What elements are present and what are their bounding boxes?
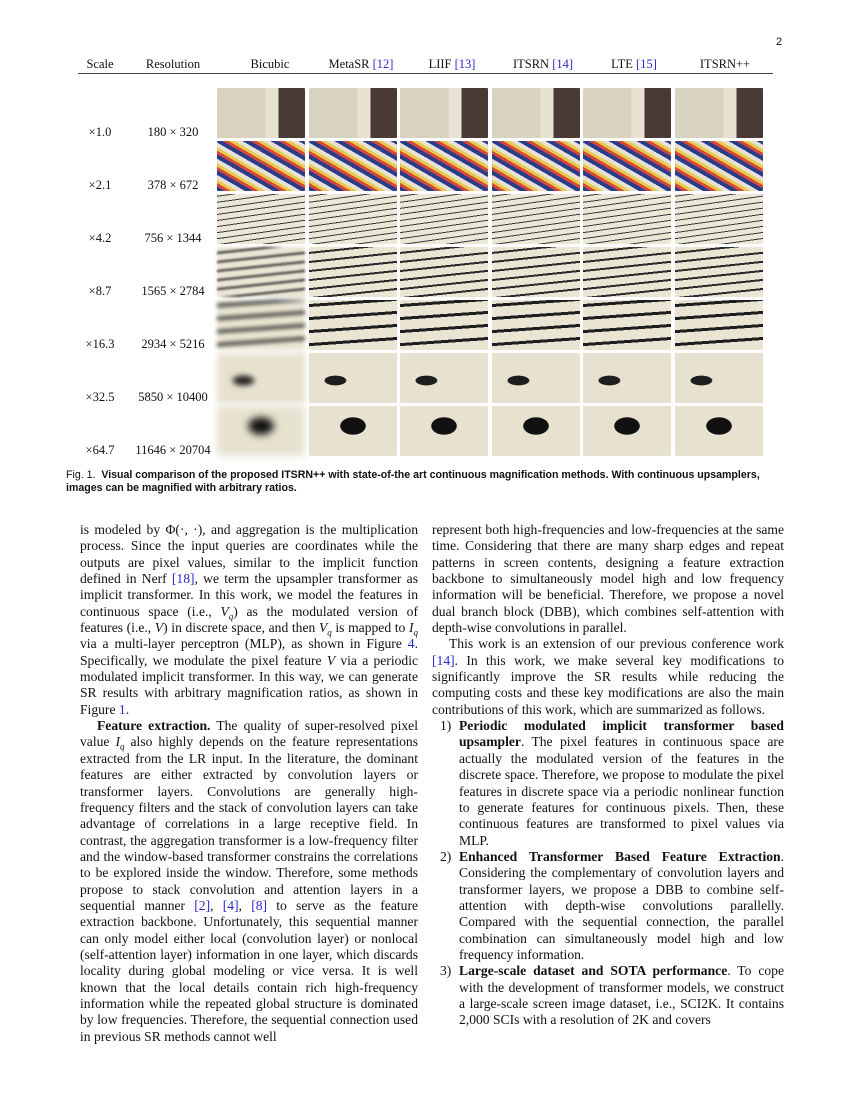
citation-link[interactable]: [14] <box>432 652 455 668</box>
row-scale-label: ×64.7 <box>85 443 115 457</box>
list-item <box>432 849 784 963</box>
result-image-itsrnpp <box>675 353 763 403</box>
citation-link[interactable]: [18] <box>171 571 195 587</box>
list-number: 3) <box>440 963 452 979</box>
result-image-metasr <box>309 300 397 350</box>
result-image-bicubic <box>217 88 305 138</box>
list-item <box>432 718 784 849</box>
result-image-itsrn <box>492 247 580 297</box>
math-sub: q <box>120 742 125 753</box>
result-image-liif <box>400 406 488 456</box>
result-image-lte <box>583 300 671 350</box>
left-column <box>80 522 418 1045</box>
text: This work is an extension of our previous conference work <box>449 636 784 652</box>
result-image-metasr <box>309 247 397 297</box>
math-var: V <box>220 603 229 619</box>
text: to serve as the feature extraction backbone. Unfortunately, this sequential manner can only model either local (convolution layer) or nonlocal (self-attention layer) information in one layer, which discards locality during global modeling or vice versa. It is well known that the local details contain rich high-frequency information while the repeated global structure is dominated by low frequencies. Therefore, the sequential connection used in previous SR methods cannot well <box>80 897 419 1044</box>
result-image-itsrn <box>492 88 580 138</box>
result-image-bicubic <box>217 406 305 456</box>
text: is mapped to <box>331 620 409 636</box>
page-number: 2 <box>776 36 783 48</box>
text: ) in discrete space, and then <box>163 620 319 636</box>
math-var: V <box>154 620 164 636</box>
result-image-lte <box>583 141 671 191</box>
list-item-title: Periodic modulated implicit transformer based upsampler <box>459 718 784 750</box>
math-phi: Φ(·, ·) <box>165 522 203 537</box>
header-rule <box>78 73 773 74</box>
header-bicubic: Bicubic <box>250 57 290 71</box>
header-lte <box>611 57 657 72</box>
row-resolution-label: 756 × 1344 <box>144 231 202 245</box>
result-image-bicubic <box>217 300 305 350</box>
caption-text: Visual comparison of the proposed ITSRN++ with state-of-the art continuous magnification methods. With continuous upsamplers, images can be magnified with arbitrary ratios. <box>66 469 760 494</box>
paragraph <box>80 718 418 1045</box>
citation-link[interactable]: [15] <box>636 57 657 71</box>
paragraph <box>432 636 784 718</box>
result-image-bicubic <box>217 194 305 244</box>
result-image-bicubic <box>217 247 305 297</box>
citation-link[interactable]: [2] <box>194 897 211 913</box>
header-resolution: Resolution <box>145 57 201 71</box>
text: The quality of super-resolved pixel value <box>80 718 418 750</box>
row-resolution-label: 180 × 320 <box>147 125 199 139</box>
text: . <box>125 701 130 717</box>
result-image-itsrn <box>492 194 580 244</box>
result-image-bicubic <box>217 141 305 191</box>
math-sub: q <box>327 627 332 638</box>
result-image-itsrnpp <box>675 406 763 456</box>
list-item-title: Enhanced Transformer Based Feature Extraction <box>459 848 781 864</box>
result-image-itsrnpp <box>675 300 763 350</box>
math-var: V <box>318 620 328 636</box>
result-image-itsrn <box>492 406 580 456</box>
header-itsrn <box>513 57 573 72</box>
result-image-metasr <box>309 406 397 456</box>
header-itsrnpp: ITSRN++ <box>699 57 751 71</box>
row-scale-label: ×16.3 <box>85 337 115 351</box>
text: . Specifically, we modulate the pixel feature <box>80 636 418 668</box>
list-item <box>432 963 784 1028</box>
text: is modeled by <box>80 522 166 537</box>
text: also highly depends on the feature representations extracted from the LR input. In the literature, the dominant features are either extracted by convolution layers or transformer layers. Convolutions are generally high-frequency filters and the stack of convolution layers can take advantage of correlations in a large receptive field. In contrast, the aggregation transformer is a low-frequency filter and the window-based transformer constrains the correlations to be explored inside the window. Therefore, some methods propose to stack convolution and attention layers in a sequential manner <box>80 734 419 913</box>
row-scale-label: ×2.1 <box>88 178 112 192</box>
header-label: LIIF <box>428 57 455 71</box>
list-item-title: Large-scale dataset and SOTA performance <box>459 963 728 979</box>
row-resolution-label: 378 × 672 <box>147 178 199 192</box>
math-sub: q <box>413 627 418 638</box>
result-image-metasr <box>309 141 397 191</box>
row-scale-label: ×4.2 <box>88 231 112 245</box>
figure-caption <box>66 469 786 495</box>
header-label: MetaSR <box>328 57 373 71</box>
citation-link[interactable]: [4] <box>222 897 239 913</box>
row-resolution-label: 1565 × 2784 <box>141 284 205 298</box>
math-var: I <box>115 734 120 750</box>
math-sub: q <box>228 611 234 622</box>
result-image-metasr <box>309 194 397 244</box>
header-label: ITSRN <box>512 57 553 71</box>
result-image-liif <box>400 300 488 350</box>
math-var: V <box>326 652 336 668</box>
text: via a periodic modulated implicit transformer. In this way, we can generate SR results with arbitrary magnification ratios, as shown in Figure <box>80 652 419 717</box>
row-scale-label: ×1.0 <box>88 125 112 139</box>
result-image-itsrnpp <box>675 88 763 138</box>
row-scale-label: ×32.5 <box>85 390 115 404</box>
result-image-metasr <box>309 88 397 138</box>
text: ) as the modulated version of features (i.e., <box>80 603 418 636</box>
header-label: LTE <box>611 57 637 71</box>
result-image-lte <box>583 88 671 138</box>
result-image-lte <box>583 353 671 403</box>
result-image-lte <box>583 247 671 297</box>
citation-link[interactable]: [14] <box>552 57 574 71</box>
result-image-itsrn <box>492 353 580 403</box>
list-item-text: . The pixel features in continuous space are actually the modulated version of the features in the discrete space. Therefore, we propose to modulate the pixel features in discrete space via a periodic nonlinear function to generate features for continuous pixels. Then, these continuous features are transformed to pixel values via MLP. <box>459 734 784 848</box>
result-image-liif <box>400 247 488 297</box>
math-var: I <box>408 620 414 636</box>
result-image-liif <box>400 194 488 244</box>
result-image-itsrnpp <box>675 247 763 297</box>
result-image-liif <box>400 353 488 403</box>
citation-link[interactable]: [13] <box>454 57 476 71</box>
header-metasr <box>329 57 394 72</box>
header-liif <box>429 57 476 72</box>
citation-link[interactable]: [8] <box>251 897 268 913</box>
result-image-lte <box>583 406 671 456</box>
list-number: 2) <box>440 848 452 864</box>
result-image-itsrnpp <box>675 194 763 244</box>
row-scale-label: ×8.7 <box>88 284 112 298</box>
text: . In this work, we make several key modifications to significantly improve the SR results while reducing the computing costs and these key modifications are also the main contributions of this work, which are summarized as follows. <box>432 652 784 717</box>
list-item-text: . Considering the complementary of convolution layers and transformer layers, we propose a DBB to combine self-attention with depth-wise convolutions parallelly. Compared with the sequential connection, the parallel combination can simultaneously model high and low frequency information. <box>459 848 784 962</box>
text: , we term the upsampler transformer as implicit transformer. In this work, we model the features in continuous space (i.e., <box>80 571 419 619</box>
result-image-liif <box>400 141 488 191</box>
result-image-metasr <box>309 353 397 403</box>
paragraph: represent both high-frequencies and low-frequencies at the same time. Considering that there are many sharp edges and repeat patterns in screen contents, designing a feature extraction backbone to simultaneously model high and low frequency information will be beneficial. Therefore, we propose a novel dual branch block (DBB), which combines self-attention with depth-wise convolutions in parallel. <box>432 522 784 636</box>
row-resolution-label: 2934 × 5216 <box>141 337 205 351</box>
paragraph-heading: Feature extraction. <box>97 718 211 734</box>
paragraph <box>80 522 418 718</box>
right-column <box>432 522 784 1029</box>
contributions-list <box>432 718 784 1029</box>
result-image-itsrn <box>492 300 580 350</box>
text: via a multi-layer perceptron (MLP), as shown in Figure <box>80 636 408 652</box>
result-image-bicubic <box>217 353 305 403</box>
caption-label: Fig. 1. <box>66 469 96 481</box>
result-image-itsrnpp <box>675 141 763 191</box>
row-resolution-label: 5850 × 10400 <box>138 390 208 404</box>
text: , <box>210 897 223 913</box>
list-number: 1) <box>440 718 452 734</box>
list-item-text: . To cope with the development of transformer models, we construct a large-scale screen image dataset, i.e., SCI2K. It contains 2,000 SCIs with a resolution of 2K and covers <box>459 963 785 1028</box>
text: , and aggregation is the multiplication process. Since the input queries are coordinates while the outputs are pixel values, similar to the implicit function defined in Nerf <box>80 522 419 587</box>
result-image-lte <box>583 194 671 244</box>
citation-link[interactable]: [12] <box>372 57 394 71</box>
figure-link[interactable]: 4 <box>407 636 415 652</box>
result-image-itsrn <box>492 141 580 191</box>
result-image-liif <box>400 88 488 138</box>
header-scale: Scale <box>86 57 114 71</box>
text: , <box>238 897 252 913</box>
figure-link[interactable]: 1 <box>118 701 126 717</box>
row-resolution-label: 11646 × 20704 <box>135 443 211 457</box>
